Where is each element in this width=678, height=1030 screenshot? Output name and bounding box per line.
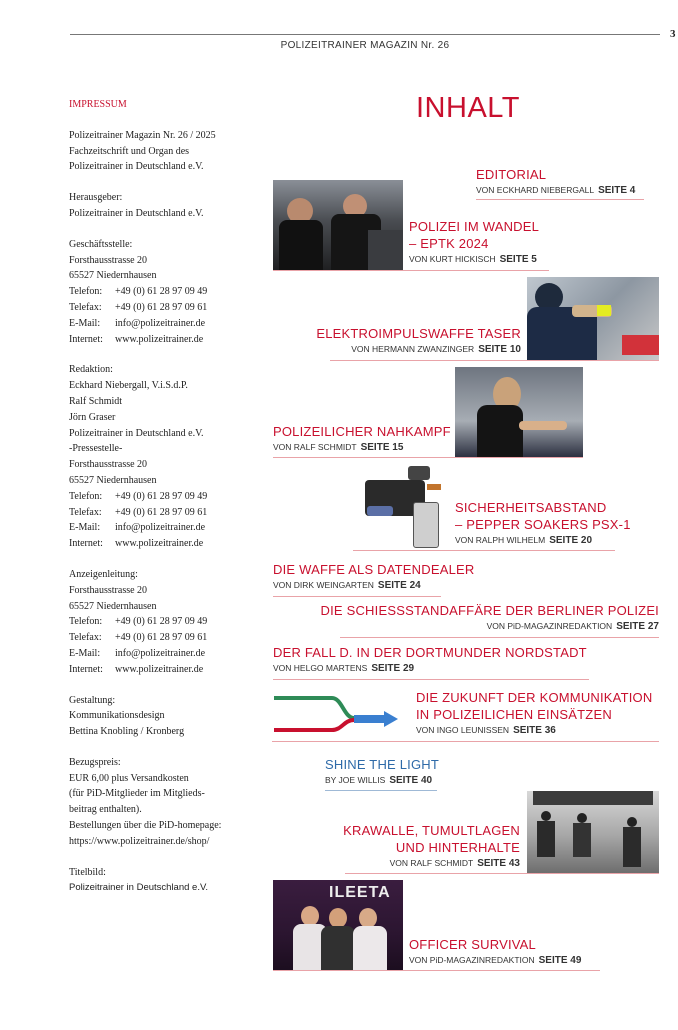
phone-row <box>69 489 259 505</box>
phone-label: Telefon: <box>69 286 103 298</box>
toc-entry-page: SEITE 5 <box>499 254 537 265</box>
toc-rule <box>476 199 644 200</box>
toc-entry-title: SHINE THE LIGHT <box>325 757 440 772</box>
toc-entry-author: VON RALF SCHMIDT <box>389 858 474 868</box>
toc-entry-byline <box>300 344 521 355</box>
toc-entry-author: VON RALPH WILHELM <box>455 535 546 545</box>
impressum-line: Bettina Knobling / Kronberg <box>69 726 185 738</box>
toc-entry-byline <box>273 442 451 453</box>
impressum-line: Polizeitrainer in Deutschland e.V. <box>69 207 204 219</box>
impressum-line: Polizeitrainer in Deutschland e.V. <box>69 161 204 173</box>
impressum-line: beitrag enthalten). <box>69 804 142 816</box>
toc-entry-page: SEITE 43 <box>477 858 520 869</box>
toc-entry-polizei-im-wandel[interactable] <box>409 218 539 265</box>
toc-entry-author: VON PiD-MAGAZINREDAKTION <box>486 621 613 631</box>
magazine-header: POLIZEITRAINER MAGAZIN Nr. 26 <box>280 40 450 51</box>
toc-entry-title: – EPTK 2024 <box>409 236 489 251</box>
toc-entry-title: DER FALL D. IN DER DORTMUNDER NORDSTADT <box>273 645 587 660</box>
photo-pepper-device <box>353 462 449 550</box>
impressum-line: Bezugspreis: <box>69 756 121 768</box>
fax-value: +49 (0) 61 28 97 09 61 <box>115 301 208 313</box>
impressum-line: (für PiD-Mitglieder im Mitglieds- <box>69 788 205 800</box>
impressum-line: -Pressestelle- <box>69 443 123 455</box>
impressum-line: Forsthausstrasse 20 <box>69 584 148 596</box>
phone-label: Telefon: <box>69 616 103 628</box>
web-value[interactable]: www.polizeitrainer.de <box>115 333 204 345</box>
impressum-line: Polizeitrainer Magazin Nr. 26 / 2025 <box>69 129 216 141</box>
toc-entry-byline <box>409 955 581 966</box>
toc-entry-page: SEITE 27 <box>616 621 659 632</box>
toc-entry-title: DIE ZUKUNFT DER KOMMUNIKATION <box>416 690 653 705</box>
toc-entry-author: VON PiD-MAGAZINREDAKTION <box>409 955 535 965</box>
toc-entry-krawalle[interactable] <box>300 822 520 869</box>
header-rule <box>70 34 660 35</box>
impressum-line: EUR 6,00 plus Versandkosten <box>69 772 189 784</box>
impressum-line: Herausgeber: <box>69 192 123 204</box>
toc-entry-byline <box>416 725 652 736</box>
impressum-line: Fachzeitschrift und Organ des <box>69 145 190 157</box>
toc-rule <box>273 970 600 971</box>
fax-value: +49 (0) 61 28 97 09 61 <box>115 506 208 518</box>
phone-value: +49 (0) 61 28 97 09 49 <box>115 286 208 298</box>
email-label: E-Mail: <box>69 317 101 329</box>
email-label: E-Mail: <box>69 647 101 659</box>
impressum-line: Forsthausstrasse 20 <box>69 254 148 266</box>
email-value[interactable]: info@polizeitrainer.de <box>115 522 206 534</box>
phone-row <box>69 284 259 300</box>
impressum-line: Redaktion: <box>69 364 113 376</box>
photo-training-session <box>273 180 403 270</box>
impressum <box>69 97 259 896</box>
phone-value: +49 (0) 61 28 97 09 49 <box>115 490 208 502</box>
shop-link[interactable]: https://www.polizeitrainer.de/shop/ <box>69 835 210 847</box>
toc-entry-byline <box>300 858 520 869</box>
toc-entry-taser[interactable] <box>300 325 521 355</box>
toc-entry-title: OFFICER SURVIVAL <box>409 937 536 952</box>
impressum-line: Kommunikationsdesign <box>69 710 165 722</box>
web-row <box>69 662 259 678</box>
fax-label: Telefax: <box>69 301 102 313</box>
impressum-line: Bestellungen über die PiD-homepage: <box>69 820 222 832</box>
toc-entry-author: VON ECKHARD NIEBERGALL <box>476 185 595 195</box>
email-row <box>69 646 259 662</box>
toc-entry-page: SEITE 49 <box>538 955 582 966</box>
impressum-line: Anzeigenleitung: <box>69 568 138 580</box>
toc-entry-title: POLIZEI IM WANDEL <box>409 219 540 234</box>
toc-entry-byline <box>325 775 439 786</box>
web-label: Internet: <box>69 663 103 675</box>
toc-entry-shine-the-light[interactable] <box>325 756 439 786</box>
toc-rule <box>340 637 659 638</box>
impressum-line: Forsthausstrasse 20 <box>69 459 148 471</box>
phone-label: Telefon: <box>69 490 103 502</box>
toc-entry-title: UND HINTERHALTE <box>395 840 520 855</box>
toc-entry-title: DIE SCHIESSSTANDAFFÄRE DER BERLINER POLIZEI <box>320 603 659 618</box>
email-value[interactable]: info@polizeitrainer.de <box>115 317 206 329</box>
toc-entry-page: SEITE 10 <box>478 344 521 355</box>
email-value[interactable]: info@polizeitrainer.de <box>115 647 206 659</box>
toc-entry-author: VON HERMANN ZWANZINGER <box>351 344 475 354</box>
photo-ileeta-group <box>273 880 403 970</box>
fax-label: Telefax: <box>69 632 102 644</box>
toc-entry-author: BY JOE WILLIS <box>325 775 386 785</box>
web-label: Internet: <box>69 538 103 550</box>
toc-entry-author: VON KURT HICKISCH <box>409 254 496 264</box>
toc-entry-byline <box>476 185 635 196</box>
toc-entry-title: KRAWALLE, TUMULTLAGEN <box>343 823 520 838</box>
communication-diagram <box>272 690 402 738</box>
toc-entry-byline <box>300 621 659 632</box>
toc-title: INHALT <box>416 92 520 124</box>
toc-entry-page: SEITE 40 <box>389 775 433 786</box>
impressum-line: 65527 Niedernhausen <box>69 474 157 486</box>
phone-row <box>69 614 259 630</box>
web-value[interactable]: www.polizeitrainer.de <box>115 538 204 550</box>
impressum-line: Polizeitrainer in Deutschland e.V. <box>69 427 204 439</box>
web-row <box>69 332 259 348</box>
toc-entry-author: VON RALF SCHMIDT <box>273 442 357 452</box>
web-value[interactable]: www.polizeitrainer.de <box>115 663 204 675</box>
toc-entry-title: IN POLIZEILICHEN EINSÄTZEN <box>416 707 612 722</box>
toc-entry-pepper-soakers[interactable] <box>455 499 631 546</box>
page-number: 3 <box>670 28 676 40</box>
toc-rule <box>353 550 615 551</box>
impressum-line: Eckhard Niebergall, V.i.S.d.P. <box>69 380 188 392</box>
toc-entry-page: SEITE 36 <box>513 725 556 736</box>
toc-rule <box>273 270 549 271</box>
impressum-line: Geschäftsstelle: <box>69 238 133 250</box>
toc-entry-nahkampf[interactable] <box>273 423 451 453</box>
email-label: E-Mail: <box>69 522 101 534</box>
toc-entry-dortmund[interactable] <box>273 644 587 674</box>
toc-entry-datendealer[interactable] <box>273 561 475 591</box>
toc-entry-author: VON INGO LEUNISSEN <box>416 725 510 735</box>
toc-rule <box>330 360 659 361</box>
toc-entry-schiessstand[interactable] <box>300 602 659 632</box>
web-label: Internet: <box>69 333 103 345</box>
toc-entry-officer-survival[interactable] <box>409 936 581 966</box>
phone-value: +49 (0) 61 28 97 09 49 <box>115 616 208 628</box>
toc-entry-byline <box>409 254 539 265</box>
fax-row <box>69 630 259 646</box>
toc-entry-byline <box>455 535 631 546</box>
fax-row <box>69 300 259 316</box>
impressum-line: 65527 Niedernhausen <box>69 600 157 612</box>
toc-entry-page: SEITE 20 <box>549 535 593 546</box>
impressum-line: Titelbild: <box>69 866 106 878</box>
impressum-line: Gestaltung: <box>69 694 116 706</box>
toc-entry-title: SICHERHEITSABSTAND <box>455 500 607 515</box>
web-row <box>69 536 259 552</box>
toc-entry-title: – PEPPER SOAKERS PSX-1 <box>455 517 631 532</box>
fax-label: Telefax: <box>69 506 102 518</box>
toc-entry-title: EDITORIAL <box>476 167 547 182</box>
diagram-arrow-body <box>354 715 384 723</box>
fax-row <box>69 505 259 521</box>
photo-close-combat <box>455 367 583 457</box>
toc-entry-page: SEITE 4 <box>598 185 636 196</box>
toc-rule <box>273 679 589 680</box>
diagram-curve-green <box>332 698 354 718</box>
email-row <box>69 520 259 536</box>
toc-rule <box>273 457 583 458</box>
impressum-line: 65527 Niedernhausen <box>69 270 157 282</box>
impressum-line: Jörn Graser <box>69 411 116 423</box>
toc-entry-page: SEITE 15 <box>360 442 404 453</box>
toc-entry-page: SEITE 24 <box>377 580 421 591</box>
ileeta-sign: ILEETA <box>329 884 391 901</box>
toc-rule <box>345 873 659 874</box>
email-row <box>69 316 259 332</box>
toc-rule <box>325 790 437 791</box>
impressum-line: Ralf Schmidt <box>69 395 123 407</box>
toc-entry-title: POLIZEILICHER NAHKAMPF <box>273 424 451 439</box>
toc-entry-author: VON DIRK WEINGARTEN <box>273 580 374 590</box>
impressum-title: IMPRESSUM <box>69 99 127 110</box>
toc-entry-byline <box>273 580 475 591</box>
toc-entry-title: DIE WAFFE ALS DATENDEALER <box>273 562 475 577</box>
toc-entry-kommunikation[interactable] <box>416 689 652 736</box>
toc-entry-page: SEITE 29 <box>371 663 415 674</box>
photo-riot-training <box>527 791 659 873</box>
toc-entry-editorial[interactable] <box>476 166 635 196</box>
toc-entry-byline <box>273 663 587 674</box>
fax-value: +49 (0) 61 28 97 09 61 <box>115 632 208 644</box>
diagram-curve-red <box>332 720 354 730</box>
photo-taser-officer <box>527 277 659 361</box>
toc-rule <box>272 741 659 742</box>
toc-rule <box>273 596 441 597</box>
impressum-line: Polizeitrainer in Deutschland e.V. <box>69 882 209 894</box>
toc-entry-title: ELEKTROIMPULSWAFFE TASER <box>316 326 521 341</box>
diagram-arrow-head <box>384 711 398 727</box>
toc-entry-author: VON HELGO MARTENS <box>273 663 368 673</box>
